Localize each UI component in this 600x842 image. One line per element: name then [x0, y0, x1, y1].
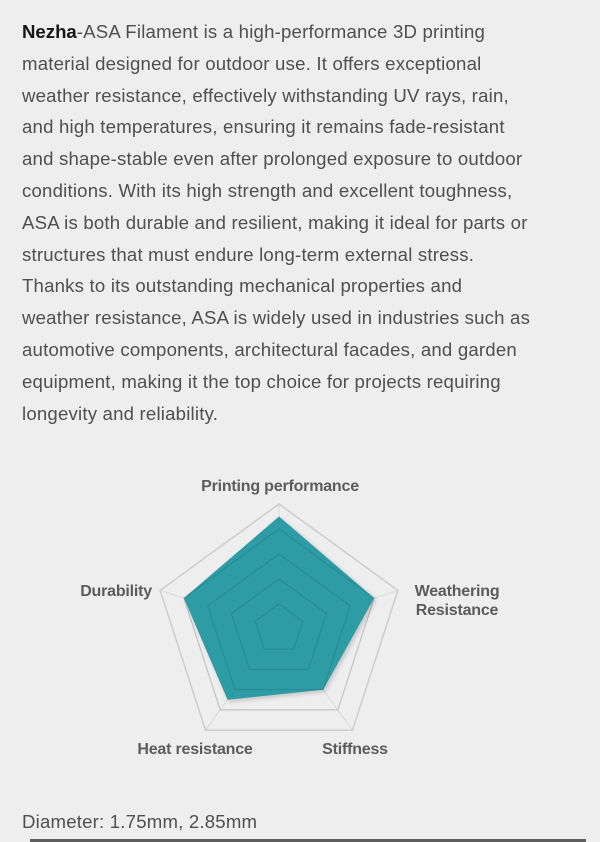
axis-label-stiffness: Stiffness — [322, 741, 388, 758]
radar-chart — [0, 458, 600, 803]
brand-name: Nezha — [22, 21, 77, 42]
description-line: longevity and reliability. — [22, 402, 219, 424]
axis-label-heat-resistance: Heat resistance — [137, 741, 253, 758]
description-line: equipment, making it the top choice for projects requiring — [22, 370, 501, 392]
description-line-text: -ASA Filament is a high-performance 3D printing — [76, 21, 486, 42]
description-line: Thanks to its outstanding mechanical properties and — [22, 275, 463, 297]
axis-label-weathering-resistance: Weathering Resistance — [414, 583, 500, 619]
description-line: weather resistance, effectively withstanding UV rays, rain, — [22, 84, 509, 106]
radar-data-polygon — [184, 517, 374, 700]
description-line — [22, 16, 582, 48]
product-description — [22, 16, 582, 429]
description-line: automotive components, architectural facades, and garden — [22, 338, 517, 360]
axis-label-printing-performance: Printing performance — [201, 478, 359, 495]
description-line: ASA is both durable and resilient, making it ideal for parts or — [22, 211, 528, 233]
description-line: and high temperatures, ensuring it remains fade-resistant — [22, 116, 505, 138]
description-line: weather resistance, ASA is widely used in industries such as — [22, 307, 531, 329]
description-line: material designed for outdoor use. It offers exceptional — [22, 52, 482, 74]
diameter-spec: Diameter: 1.75mm, 2.85mm — [22, 811, 258, 832]
axis-label-durability: Durability — [80, 583, 152, 600]
description-line: and shape-stable even after prolonged exposure to outdoor — [22, 148, 523, 170]
description-line: conditions. With its high strength and excellent toughness, — [22, 179, 513, 201]
description-line: structures that must endure long-term external stress. — [22, 243, 475, 265]
